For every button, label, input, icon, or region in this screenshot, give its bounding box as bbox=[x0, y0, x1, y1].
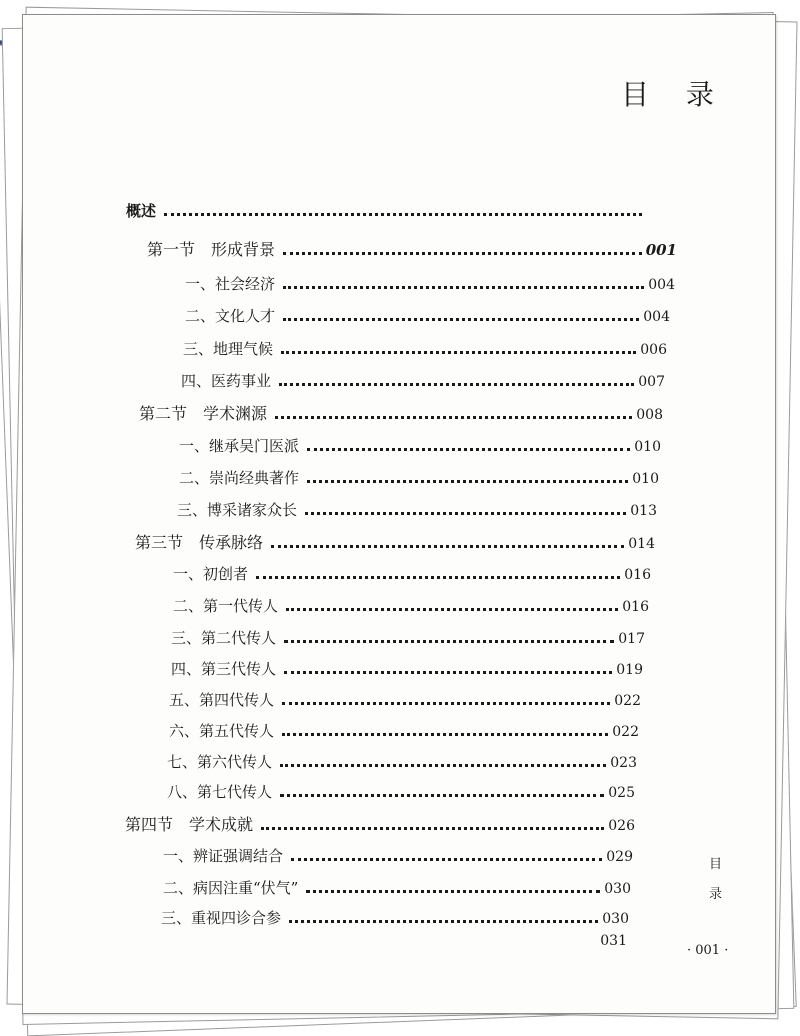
toc-page-number: 029 bbox=[606, 849, 633, 865]
toc-leader bbox=[283, 317, 639, 321]
toc-leader bbox=[307, 479, 628, 483]
toc-page-number: 001 bbox=[645, 241, 677, 259]
toc-leader bbox=[261, 826, 604, 830]
toc-page-number: 031 bbox=[600, 933, 627, 949]
toc-page-number: 030 bbox=[604, 881, 631, 897]
toc-row bbox=[169, 689, 641, 710]
toc-row bbox=[161, 907, 629, 928]
toc-leader bbox=[281, 350, 636, 354]
toc-label: 三、地理气候 bbox=[183, 340, 274, 358]
toc-page-number: 004 bbox=[643, 309, 670, 325]
toc-row bbox=[169, 720, 639, 741]
toc-label: 第三节 传承脉络 bbox=[135, 533, 264, 552]
toc-leader bbox=[280, 763, 606, 767]
toc-row bbox=[179, 467, 659, 488]
toc-row bbox=[139, 401, 663, 424]
toc-leader bbox=[283, 285, 644, 289]
toc-label: 一、继承吴门医派 bbox=[179, 437, 300, 455]
toc-leader bbox=[283, 251, 642, 255]
toc-row bbox=[183, 338, 667, 359]
toc-row bbox=[185, 305, 670, 326]
toc-leader bbox=[275, 415, 632, 419]
toc-page-number: 004 bbox=[648, 277, 675, 293]
toc-label: 二、崇尚经典著作 bbox=[179, 469, 300, 487]
toc-row bbox=[171, 627, 645, 648]
toc-label: 七、第六代传人 bbox=[167, 753, 273, 771]
toc-label: 概述 bbox=[126, 202, 157, 220]
toc-label: 第二节 学术渊源 bbox=[139, 404, 268, 423]
toc-label: 四、第三代传人 bbox=[171, 660, 277, 678]
toc-page-number: 007 bbox=[638, 374, 665, 390]
page-folio: · 001 · bbox=[687, 943, 729, 958]
toc-label: 六、第五代传人 bbox=[169, 722, 275, 740]
page-title: 目 录 bbox=[621, 78, 728, 111]
toc-row bbox=[181, 370, 665, 391]
toc-row bbox=[147, 237, 677, 260]
toc-page-number: 019 bbox=[616, 662, 643, 678]
toc-leader bbox=[305, 511, 626, 515]
toc-page bbox=[22, 14, 776, 1014]
toc-leader bbox=[289, 919, 598, 923]
toc-leader bbox=[256, 575, 620, 579]
toc-label: 二、第一代传人 bbox=[173, 597, 279, 615]
toc-label: 一、社会经济 bbox=[185, 275, 276, 293]
toc-label: 第一节 形成背景 bbox=[147, 240, 276, 259]
toc-page-number: 010 bbox=[634, 439, 661, 455]
toc-page-number: 016 bbox=[622, 599, 649, 615]
toc-page-number: 014 bbox=[628, 536, 655, 552]
toc-row bbox=[185, 273, 675, 294]
running-head-char: 目 bbox=[709, 857, 723, 872]
toc-leader bbox=[284, 670, 612, 674]
toc-page-number: 013 bbox=[630, 503, 657, 519]
toc-row bbox=[126, 200, 646, 221]
toc-page-number: 023 bbox=[610, 755, 637, 771]
toc-page-number: 025 bbox=[608, 785, 635, 801]
toc-row bbox=[173, 563, 651, 584]
toc-label: 五、第四代传人 bbox=[169, 691, 275, 709]
toc-row bbox=[177, 499, 657, 520]
toc-row bbox=[163, 845, 633, 866]
toc-page-number: 008 bbox=[636, 407, 663, 423]
toc-row bbox=[171, 658, 643, 679]
toc-leader bbox=[271, 544, 624, 548]
toc-leader bbox=[280, 793, 604, 797]
toc-leader bbox=[282, 701, 610, 705]
toc-label: 三、博采诸家众长 bbox=[177, 501, 298, 519]
toc-row bbox=[125, 812, 635, 835]
toc-page-number: 006 bbox=[640, 342, 667, 358]
toc-label: 四、医药事业 bbox=[181, 372, 272, 390]
toc-leader bbox=[306, 889, 600, 893]
toc-page-number: 017 bbox=[618, 631, 645, 647]
toc-leader bbox=[282, 732, 608, 736]
toc-row bbox=[167, 781, 635, 802]
toc-label: 一、初创者 bbox=[173, 565, 249, 583]
toc-leader bbox=[279, 382, 634, 386]
toc-row bbox=[179, 435, 661, 456]
toc-page-number: 026 bbox=[608, 818, 635, 834]
running-head-char: 录 bbox=[709, 887, 723, 902]
toc-row bbox=[163, 877, 631, 898]
toc-leader bbox=[286, 607, 618, 611]
toc-leader bbox=[307, 447, 630, 451]
toc-row bbox=[173, 595, 649, 616]
toc-leader bbox=[291, 857, 602, 861]
toc-leader bbox=[284, 639, 614, 643]
toc-label: 八、第七代传人 bbox=[167, 783, 273, 801]
toc-label: 二、病因注重“伏气” bbox=[163, 879, 299, 897]
toc-label: 三、重视四诊合参 bbox=[161, 909, 282, 927]
toc-page-number: 010 bbox=[632, 471, 659, 487]
toc-page-number: 022 bbox=[614, 693, 641, 709]
toc-label: 一、辨证强调结合 bbox=[163, 847, 284, 865]
toc-leader bbox=[164, 212, 642, 216]
toc-page-number: 030 bbox=[602, 911, 629, 927]
toc-page-number: 022 bbox=[612, 724, 639, 740]
toc-row bbox=[583, 933, 627, 949]
toc-label: 三、第二代传人 bbox=[171, 629, 277, 647]
toc-page-number: 016 bbox=[624, 567, 651, 583]
toc-label: 二、文化人才 bbox=[185, 307, 276, 325]
toc-label: 第四节 学术成就 bbox=[125, 815, 254, 834]
toc-row bbox=[167, 751, 637, 772]
toc-row bbox=[135, 530, 655, 553]
